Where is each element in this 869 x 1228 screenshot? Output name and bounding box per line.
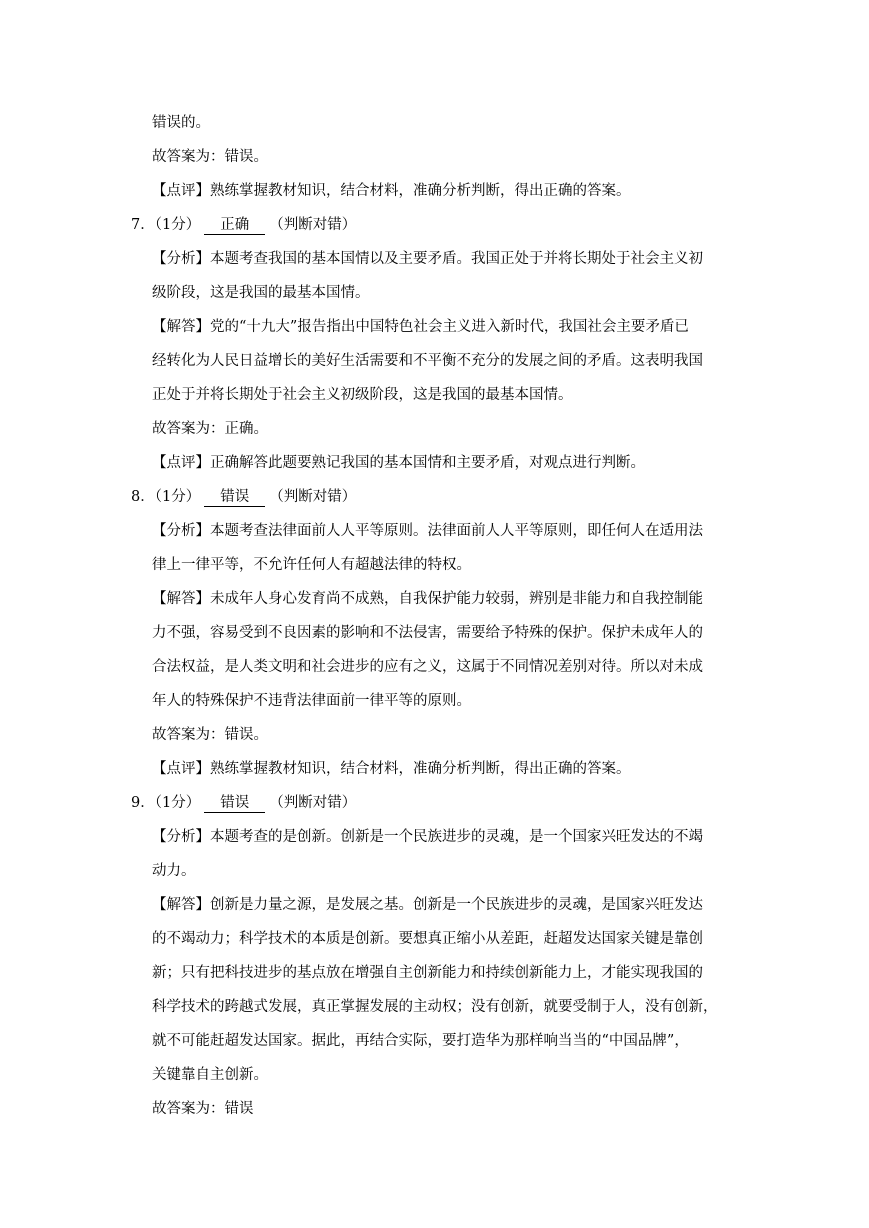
question-8-header [131, 487, 356, 507]
comment-line: 【点评】熟练掌握教材知识，结合材料，准确分析判断，得出正确的答案。 [152, 761, 631, 777]
solution-line: 【解答】创新是力量之源，是发展之基。创新是一个民族进步的灵魂，是国家兴旺发达 [152, 897, 703, 913]
solution-line: 新；只有把科技进步的基点放在增强自主创新能力和持续创新能力上，才能实现我国的 [152, 965, 703, 981]
question-answer: 错误 [204, 794, 265, 813]
solution-line: 就不可能赶超发达国家。据此，再结合实际，要打造华为那样响当当的“中国品牌”， [152, 1033, 689, 1049]
solution-line: 合法权益，是人类文明和社会进步的应有之义，这属于不同情况差别对待。所以对未成 [152, 659, 703, 675]
solution-line: 关键靠自主创新。 [152, 1067, 268, 1083]
question-number: 9． [131, 795, 155, 811]
question-score: （1分） [154, 795, 201, 811]
solution-line: 【解答】党的“十九大”报告指出中国特色社会主义进入新时代，我国社会主要矛盾已 [152, 319, 689, 335]
analysis-line: 【分析】本题考查法律面前人人平等原则。法律面前人人平等原则，即任何人在适用法 [152, 523, 703, 539]
answer-line: 故答案为：错误。 [152, 149, 268, 165]
solution-line: 的不竭动力；科学技术的本质是创新。要想真正缩小从差距，赶超发达国家关键是靠创 [152, 931, 703, 947]
solution-line: 力不强，容易受到不良因素的影响和不法侵害，需要给予特殊的保护。保护未成年人的 [152, 625, 703, 641]
question-answer: 正确 [204, 216, 265, 235]
question-type: （判断对错） [269, 217, 357, 233]
question-type: （判断对错） [269, 795, 357, 811]
question-answer: 错误 [204, 488, 265, 507]
analysis-line: 律上一律平等，不允许任何人有超越法律的特权。 [152, 557, 471, 573]
solution-line: 正处于并将长期处于社会主义初级阶段，这是我国的最基本国情。 [152, 387, 573, 403]
analysis-line: 【分析】本题考查我国的基本国情以及主要矛盾。我国正处于并将长期处于社会主义初 [152, 251, 703, 267]
solution-line: 年人的特殊保护不违背法律面前一律平等的原则。 [152, 693, 471, 709]
answer-line: 故答案为：错误。 [152, 727, 268, 743]
comment-line: 【点评】熟练掌握教材知识，结合材料，准确分析判断，得出正确的答案。 [152, 183, 631, 199]
question-score: （1分） [154, 489, 201, 505]
question-number: 7． [131, 217, 155, 233]
question-7-header [131, 215, 356, 235]
analysis-line: 级阶段，这是我国的最基本国情。 [152, 285, 370, 301]
analysis-line: 动力。 [152, 863, 196, 879]
solution-line: 科学技术的跨越式发展，真正掌握发展的主动权；没有创新，就要受制于人，没有创新， [152, 999, 718, 1015]
text-line: 错误的。 [152, 115, 210, 131]
answer-line: 故答案为：错误 [152, 1101, 254, 1117]
question-9-header [131, 793, 356, 813]
question-number: 8． [131, 489, 155, 505]
solution-line: 【解答】未成年人身心发育尚不成熟，自我保护能力较弱，辨别是非能力和自我控制能 [152, 591, 703, 607]
answer-line: 故答案为：正确。 [152, 421, 268, 437]
solution-line: 经转化为人民日益增长的美好生活需要和不平衡不充分的发展之间的矛盾。这表明我国 [152, 353, 703, 369]
question-type: （判断对错） [269, 489, 357, 505]
analysis-line: 【分析】本题考查的是创新。创新是一个民族进步的灵魂，是一个国家兴旺发达的不竭 [152, 829, 703, 845]
question-score: （1分） [154, 217, 201, 233]
comment-line: 【点评】正确解答此题要熟记我国的基本国情和主要矛盾，对观点进行判断。 [152, 455, 645, 471]
